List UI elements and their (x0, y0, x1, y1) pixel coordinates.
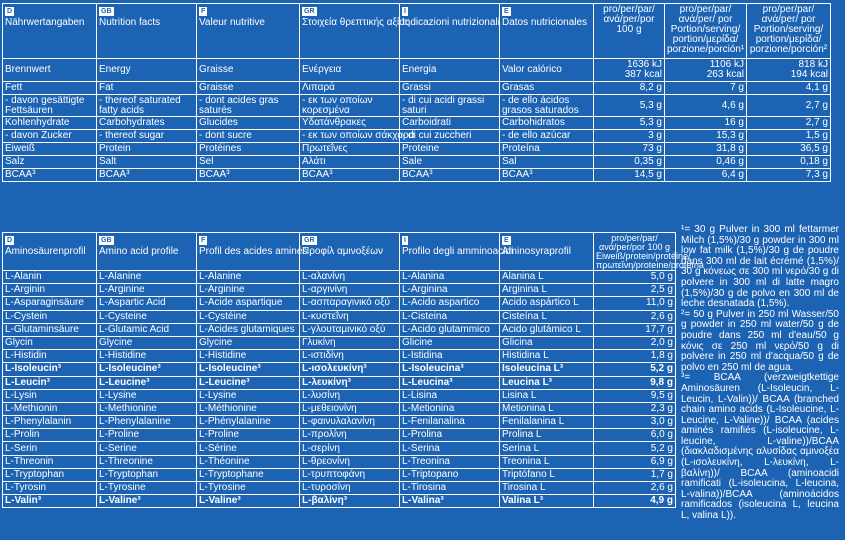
nutrient-name: Graisse (197, 82, 300, 95)
nutrient-name: Proteína (500, 143, 594, 156)
amino-acid-name: L-λυσίνη (300, 389, 400, 402)
amino-acid-name: Histidina L (500, 350, 594, 363)
nutrient-name: Carbohidratos (500, 117, 594, 130)
amino-acid-name: L-Arginina (400, 284, 500, 297)
amino-acid-name: Glycin (3, 336, 97, 349)
amino-acid-name: Glycine (97, 336, 197, 349)
footnote-1: ¹= 30 g Pulver in 300 ml fettarmer Milch (1,5%)/30 g powder in 300 ml low fat milk (1,5%)/30 g de poudre dans 300 ml de lait écrémé (1,5%)/ 30 g κόνεως σε 300 ml νερό/30 g di polvere in 300 ml di latte magro (1,5%)/30 g de polvo en 300 ml de leche desnatada (1,5%). (681, 224, 839, 310)
amino-acid-name: Triptófano L (500, 468, 594, 481)
nutrient-name: Carbohydrates (97, 117, 197, 130)
amino-acid-row (3, 482, 676, 495)
amino-acid-name: L-αργινίνη (300, 284, 400, 297)
nutrition-row (3, 82, 831, 95)
nutrient-name: - de ello azúcar (500, 130, 594, 143)
nutrient-value: 1,5 g (747, 130, 831, 143)
amino-acid-name: L-Arginin (3, 284, 97, 297)
amino-acid-name: L-Fenilanalina (400, 416, 500, 429)
amino-acid-name: L-Acido glutammico (400, 323, 500, 336)
language-code-badge: GB (101, 8, 112, 15)
amino-acid-name: L-Leucina³ (400, 376, 500, 389)
amino-acid-value: 6,0 g (594, 429, 676, 442)
nutrition-row (3, 95, 831, 117)
nutrient-name: BCAA³ (400, 169, 500, 182)
amino-header-row (3, 233, 676, 271)
nutrition-row (3, 143, 831, 156)
amino-acid-value: 9,8 g (594, 376, 676, 389)
nutrient-name: - εκ των οποίων σάκχαρα (300, 130, 400, 143)
amino-acid-row (3, 297, 676, 310)
amino-acid-name: L-Acide aspartique (197, 297, 300, 310)
amino-lang-header (300, 233, 400, 271)
footnote-3: ³= BCAA (verzweigtkettige Aminosäuren (L-Isoleucin, L-Leucin, L-Valin))/ BCAA (branched chain amino acids (L-Isoleucine, L-Leucine, L-Valine))/ BCAA (acides aminés ramifiés (L-isoleucine, L-leucine, L-valine))/BCAA (διακλαδισμένης αλυσίδας αμινοξέα (L-ισολευκίνη, L-λευκίνη, L-βαλίνη))/ BCAA (aminoacidi ramificati (L-isoleucina, L-leucina, L-valina))/BCAA (aminoácidos ramificados (isoleucina L, leucina L, valina L)). (681, 372, 839, 522)
nutrient-name: Πρωτεΐνες (300, 143, 400, 156)
amino-acid-value: 2,3 g (594, 402, 676, 415)
amino-acid-name: L-Leucin³ (3, 376, 97, 389)
amino-acid-name: L-Tryptophan (3, 468, 97, 481)
amino-acid-name: L-Phénylalanine (197, 416, 300, 429)
amino-acid-name: Tirosina L (500, 482, 594, 495)
amino-acid-name: L-Cystein (3, 310, 97, 323)
nutrition-table (2, 3, 831, 182)
amino-acid-row (3, 350, 676, 363)
amino-acid-name: L-βαλίνη³ (300, 495, 400, 508)
amino-acid-value: 5,2 g (594, 363, 676, 376)
nutrient-value: 73 g (594, 143, 665, 156)
nutrition-row (3, 117, 831, 130)
nutrient-name: Υδατάνθρακες (300, 117, 400, 130)
nutrient-name: Kohlenhydrate (3, 117, 97, 130)
amino-acid-row (3, 284, 676, 297)
nutrient-name: - di cui acidi grassi saturi (400, 95, 500, 117)
nutrient-name: Grassi (400, 82, 500, 95)
nutrient-name: Energy (97, 59, 197, 82)
amino-acid-name: L-ασπαραγινικό οξύ (300, 297, 400, 310)
amino-acid-name: L-τυροσίνη (300, 482, 400, 495)
nutrient-name: Sel (197, 156, 300, 169)
nutrient-name: Protéines (197, 143, 300, 156)
amino-acid-row (3, 363, 676, 376)
nutrient-name: Proteine (400, 143, 500, 156)
amino-acid-name: L-Serin (3, 442, 97, 455)
amino-acid-name: L-Serine (97, 442, 197, 455)
amino-acid-name: L-Methionine (97, 402, 197, 415)
amino-acid-name: Arginina L (500, 284, 594, 297)
footnotes (681, 225, 839, 522)
nutrient-name: Αλάτι (300, 156, 400, 169)
amino-acid-name: L-φαινυλαλανίνη (300, 416, 400, 429)
amino-acid-name: L-Tirosina (400, 482, 500, 495)
nutrient-name: - di cui zuccheri (400, 130, 500, 143)
nutrient-value: 2,7 g (747, 117, 831, 130)
column-title: Προφίλ αμινοξέων (302, 246, 384, 257)
language-code-badge: GR (304, 237, 315, 244)
amino-acid-name: L-Triptopano (400, 468, 500, 481)
amino-acid-name: Glicine (400, 336, 500, 349)
amino-acid-name: L-Tyrosine (197, 482, 300, 495)
nutrient-value: 818 kJ 194 kcal (747, 59, 831, 82)
nutrient-name: BCAA³ (97, 169, 197, 182)
amino-acid-name: Ácido aspártico L (500, 297, 594, 310)
nutrition-lang-header (197, 4, 300, 59)
amino-acid-name: L-Valina³ (400, 495, 500, 508)
nutrition-lang-header (97, 4, 197, 59)
nutrition-lang-header (400, 4, 500, 59)
column-title: Nährwertangaben (5, 17, 85, 28)
amino-acid-name: L-Cystéine (197, 310, 300, 323)
language-code-badge: E (504, 8, 509, 15)
amino-acid-row (3, 416, 676, 429)
amino-acid-name: L-Alanina (400, 271, 500, 284)
nutrient-name: - davon Zucker (3, 130, 97, 143)
amino-acid-value: 2,6 g (594, 310, 676, 323)
amino-acid-name: L-Proline (197, 429, 300, 442)
per-protein-header: pro/per/par/ανά/per/por 100 g Eiweiß/protein/protéine/ πρωτεΐνη/proteine/proteína (594, 233, 676, 271)
nutrient-value: 1106 kJ 263 kcal (665, 59, 747, 82)
amino-acid-name: Alanina L (500, 271, 594, 284)
amino-acid-name: L-Théonine (197, 455, 300, 468)
amino-acid-name: L-Isoleucina³ (400, 363, 500, 376)
amino-acid-value: 2,6 g (594, 482, 676, 495)
amino-acid-name: Γλυκίνη (300, 336, 400, 349)
amino-acid-name: Glicina (500, 336, 594, 349)
amino-acid-name: L-Isoleucin³ (3, 363, 97, 376)
amino-acid-name: L-Valin³ (3, 495, 97, 508)
amino-acid-value: 11,0 g (594, 297, 676, 310)
amino-acid-name: L-Proline (97, 429, 197, 442)
amino-acid-name: L-Méthionine (197, 402, 300, 415)
language-code-badge: I (404, 8, 406, 15)
amino-acid-name: L-σερίνη (300, 442, 400, 455)
nutrient-value: 0,46 g (665, 156, 747, 169)
column-title: Indicazioni nutrizionali (402, 17, 500, 28)
nutrition-lang-header (500, 4, 594, 59)
nutrient-value: 1636 kJ 387 kcal (594, 59, 665, 82)
amino-acid-value: 2,0 g (594, 336, 676, 349)
amino-lang-header (97, 233, 197, 271)
amino-acid-name: L-λευκίνη³ (300, 376, 400, 389)
amino-acid-name: L-Arginine (197, 284, 300, 297)
nutrient-name: Λιπαρά (300, 82, 400, 95)
amino-acid-row (3, 323, 676, 336)
amino-acid-name: Leucina L³ (500, 376, 594, 389)
nutrient-name: Sale (400, 156, 500, 169)
amino-acid-name: Glycine (197, 336, 300, 349)
nutrient-value: 4,6 g (665, 95, 747, 117)
amino-acid-name: L-Tryptophan (97, 468, 197, 481)
amino-acid-name: L-Histidine (97, 350, 197, 363)
nutrition-lang-header (300, 4, 410, 59)
nutrient-value: 6,4 g (665, 169, 747, 182)
amino-acid-name: L-Prolina (400, 429, 500, 442)
nutrient-value: 2,7 g (747, 95, 831, 117)
nutrition-row (3, 59, 831, 82)
per-amount-header: pro/per/par/ανά/per/ por Portion/serving/ portion/μερίδα/ porzione/porción¹ (665, 4, 747, 59)
column-title: Valeur nutritive (199, 17, 265, 28)
nutrient-name: BCAA³ (197, 169, 300, 182)
nutrient-name: - dont sucre (197, 130, 300, 143)
amino-acid-name: L-Serina (400, 442, 500, 455)
language-code-badge: F (201, 237, 206, 244)
language-code-badge: D (7, 237, 13, 244)
nutrient-name: BCAA³ (300, 169, 400, 182)
nutrient-value: 0,18 g (747, 156, 831, 169)
nutrient-value: 15,3 g (665, 130, 747, 143)
amino-acid-name: L-Leucine³ (197, 376, 300, 389)
amino-acid-row (3, 402, 676, 415)
nutrient-value: 7 g (665, 82, 747, 95)
amino-acid-name: Metionina L (500, 402, 594, 415)
amino-acid-name: L-Acides glutamiques (197, 323, 300, 336)
nutrient-name: - dont acides gras saturés (197, 95, 300, 117)
nutrient-value: 5,3 g (594, 95, 665, 117)
nutrition-row (3, 156, 831, 169)
amino-acid-name: L-Phenylalanin (3, 416, 97, 429)
amino-acid-name: L-Glutamic Acid (97, 323, 197, 336)
amino-acid-name: Valina L³ (500, 495, 594, 508)
per-amount-header: pro/per/par/ανά/per/ por Portion/serving/ portion/μερίδα/ porzione/porción² (747, 4, 831, 59)
amino-acid-table (2, 232, 704, 508)
nutrient-value: 0,35 g (594, 156, 665, 169)
amino-acid-row (3, 389, 676, 402)
nutrient-value: 8,2 g (594, 82, 665, 95)
amino-acid-name: L-Alanine (197, 271, 300, 284)
amino-acid-value: 4,9 g (594, 495, 676, 508)
amino-acid-name: L-Valine³ (97, 495, 197, 508)
amino-acid-name: L-τρυπτοφάνη (300, 468, 400, 481)
nutrient-name: BCAA³ (500, 169, 594, 182)
nutrient-name: BCAA³ (3, 169, 97, 182)
language-code-badge: I (404, 237, 406, 244)
nutrient-name: - de ello ácidos grasos saturados (500, 95, 594, 117)
amino-acid-name: L-Histidin (3, 350, 97, 363)
column-title: Datos nutricionales (502, 17, 588, 28)
amino-acid-name: L-Aspartic Acid (97, 297, 197, 310)
amino-acid-name: Ácido glutámico L (500, 323, 594, 336)
amino-acid-name: L-Prolin (3, 429, 97, 442)
amino-acid-name: L-Lysine (197, 389, 300, 402)
amino-lang-header (3, 233, 97, 271)
amino-acid-name: L-κυστεΐνη (300, 310, 400, 323)
amino-acid-row (3, 429, 676, 442)
amino-acid-name: L-Isoleucine³ (197, 363, 300, 376)
nutrient-name: Ενέργεια (300, 59, 400, 82)
nutrient-name: Fett (3, 82, 97, 95)
nutrient-value: 5,3 g (594, 117, 665, 130)
amino-acid-row (3, 376, 676, 389)
amino-acid-row (3, 336, 676, 349)
column-title: Amino acid profile (99, 246, 179, 257)
column-title: Profilo degli amminoacidi (402, 246, 514, 257)
amino-acid-name: L-Alanin (3, 271, 97, 284)
nutrient-value: 36,5 g (747, 143, 831, 156)
amino-acid-name: L-μεθειονίνη (300, 402, 400, 415)
amino-acid-value: 5,0 g (594, 271, 676, 284)
amino-acid-name: L-Alanine (97, 271, 197, 284)
amino-acid-name: Isoleucina L³ (500, 363, 594, 376)
amino-acid-value: 1,7 g (594, 468, 676, 481)
amino-acid-name: Serina L (500, 442, 594, 455)
amino-acid-name: L-Isoleucine³ (97, 363, 197, 376)
amino-acid-name: L-Glutaminsäure (3, 323, 97, 336)
nutrition-row (3, 169, 831, 182)
amino-acid-name: L-ιστιδίνη (300, 350, 400, 363)
amino-acid-name: Treonina L (500, 455, 594, 468)
nutrition-lang-header (3, 4, 97, 59)
nutrient-name: - davon gesättigte Fettsäuren (3, 95, 97, 117)
amino-acid-name: Lisina L (500, 389, 594, 402)
amino-acid-value: 2,5 g (594, 284, 676, 297)
column-title: Profil des acides aminés (199, 246, 308, 257)
nutrient-name: Fat (97, 82, 197, 95)
amino-acid-name: L-Arginine (97, 284, 197, 297)
amino-acid-name: L-Threonin (3, 455, 97, 468)
language-code-badge: GR (304, 8, 315, 15)
nutrition-header-row (3, 4, 831, 59)
language-code-badge: E (504, 237, 509, 244)
nutrient-name: Glucides (197, 117, 300, 130)
amino-acid-value: 1,8 g (594, 350, 676, 363)
column-title: Nutrition facts (99, 17, 161, 28)
nutrient-name: - εκ των οποίων κορεσμένα (300, 95, 400, 117)
nutrient-value: 4,1 g (747, 82, 831, 95)
amino-acid-value: 17,7 g (594, 323, 676, 336)
amino-acid-row (3, 468, 676, 481)
amino-acid-name: L-Histidine (197, 350, 300, 363)
amino-acid-name: L-Metionina (400, 402, 500, 415)
amino-acid-value: 5,2 g (594, 442, 676, 455)
amino-acid-row (3, 271, 676, 284)
nutrient-name: Brennwert (3, 59, 97, 82)
amino-acid-name: L-Istidina (400, 350, 500, 363)
amino-acid-value: 6,9 g (594, 455, 676, 468)
amino-acid-name: Fenilalanina L (500, 416, 594, 429)
amino-acid-name: L-Sérine (197, 442, 300, 455)
amino-acid-name: L-Acido aspartico (400, 297, 500, 310)
nutrient-value: 16 g (665, 117, 747, 130)
nutrient-value: 31,8 g (665, 143, 747, 156)
amino-acid-row (3, 455, 676, 468)
amino-acid-name: L-Lysin (3, 389, 97, 402)
amino-lang-header (500, 233, 594, 271)
amino-acid-row (3, 495, 676, 508)
nutrient-name: Grasas (500, 82, 594, 95)
amino-acid-name: L-θρεονίνη (300, 455, 400, 468)
per-amount-header: pro/per/par/ανά/per/por 100 g (594, 4, 665, 59)
amino-acid-name: L-Lysine (97, 389, 197, 402)
amino-acid-value: 3,0 g (594, 416, 676, 429)
footnote-2: ²= 50 g Pulver in 250 ml Wasser/50 g powder in 250 ml water/50 g de poudre dans 250 ml d'eau/50 g κόνις σε 250 ml νερό/50 g di polvere in 250 ml d'acqua/50 g de polvo en 250 ml de agua. (681, 308, 839, 373)
amino-acid-name: L-Threonine (97, 455, 197, 468)
amino-acid-name: L-Tyrosin (3, 482, 97, 495)
language-code-badge: F (201, 8, 206, 15)
amino-acid-name: L-Asparaginsäure (3, 297, 97, 310)
amino-acid-name: L-προλίνη (300, 429, 400, 442)
amino-acid-name: L-Treonina (400, 455, 500, 468)
nutrient-value: 3 g (594, 130, 665, 143)
nutrient-name: Eiweiß (3, 143, 97, 156)
nutrient-name: Salz (3, 156, 97, 169)
amino-acid-name: L-Tyrosine (97, 482, 197, 495)
amino-acid-name: L-Lisina (400, 389, 500, 402)
amino-acid-name: L-Cisteina (400, 310, 500, 323)
nutrient-name: - thereof saturated fatty acids (97, 95, 197, 117)
amino-lang-header (197, 233, 308, 271)
amino-acid-name: L-Methionin (3, 402, 97, 415)
nutrient-name: Carboidrati (400, 117, 500, 130)
column-title: Στοιχεία θρεπτικής αξίας (302, 17, 410, 28)
nutrient-name: Salt (97, 156, 197, 169)
nutrient-name: Graisse (197, 59, 300, 82)
amino-acid-name: L-γλουταμινικό οξύ (300, 323, 400, 336)
language-code-badge: GB (101, 237, 112, 244)
amino-acid-name: L-αλανίνη (300, 271, 400, 284)
amino-acid-row (3, 310, 676, 323)
amino-acid-name: Prolina L (500, 429, 594, 442)
amino-acid-value: 9,5 g (594, 389, 676, 402)
amino-acid-name: L-Cysteine (97, 310, 197, 323)
nutrient-name: Valor calórico (500, 59, 594, 82)
amino-acid-name: L-Valine³ (197, 495, 300, 508)
amino-acid-name: Cisteína L (500, 310, 594, 323)
language-code-badge: D (7, 8, 13, 15)
nutrient-name: Protein (97, 143, 197, 156)
nutrient-name: - thereof sugar (97, 130, 197, 143)
amino-lang-header (400, 233, 514, 271)
nutrition-row (3, 130, 831, 143)
amino-acid-name: L-Phenylalanine (97, 416, 197, 429)
amino-acid-name: L-Leucine³ (97, 376, 197, 389)
column-title: Aminosäurenprofil (5, 246, 86, 257)
column-title: Aminosyraprofil (502, 246, 571, 257)
nutrient-name: Energia (400, 59, 500, 82)
nutrient-value: 14,5 g (594, 169, 665, 182)
amino-acid-name: L-Tryptophane (197, 468, 300, 481)
amino-acid-row (3, 442, 676, 455)
nutrient-value: 7,3 g (747, 169, 831, 182)
nutrient-name: Sal (500, 156, 594, 169)
amino-acid-name: L-ισολευκίνη³ (300, 363, 400, 376)
